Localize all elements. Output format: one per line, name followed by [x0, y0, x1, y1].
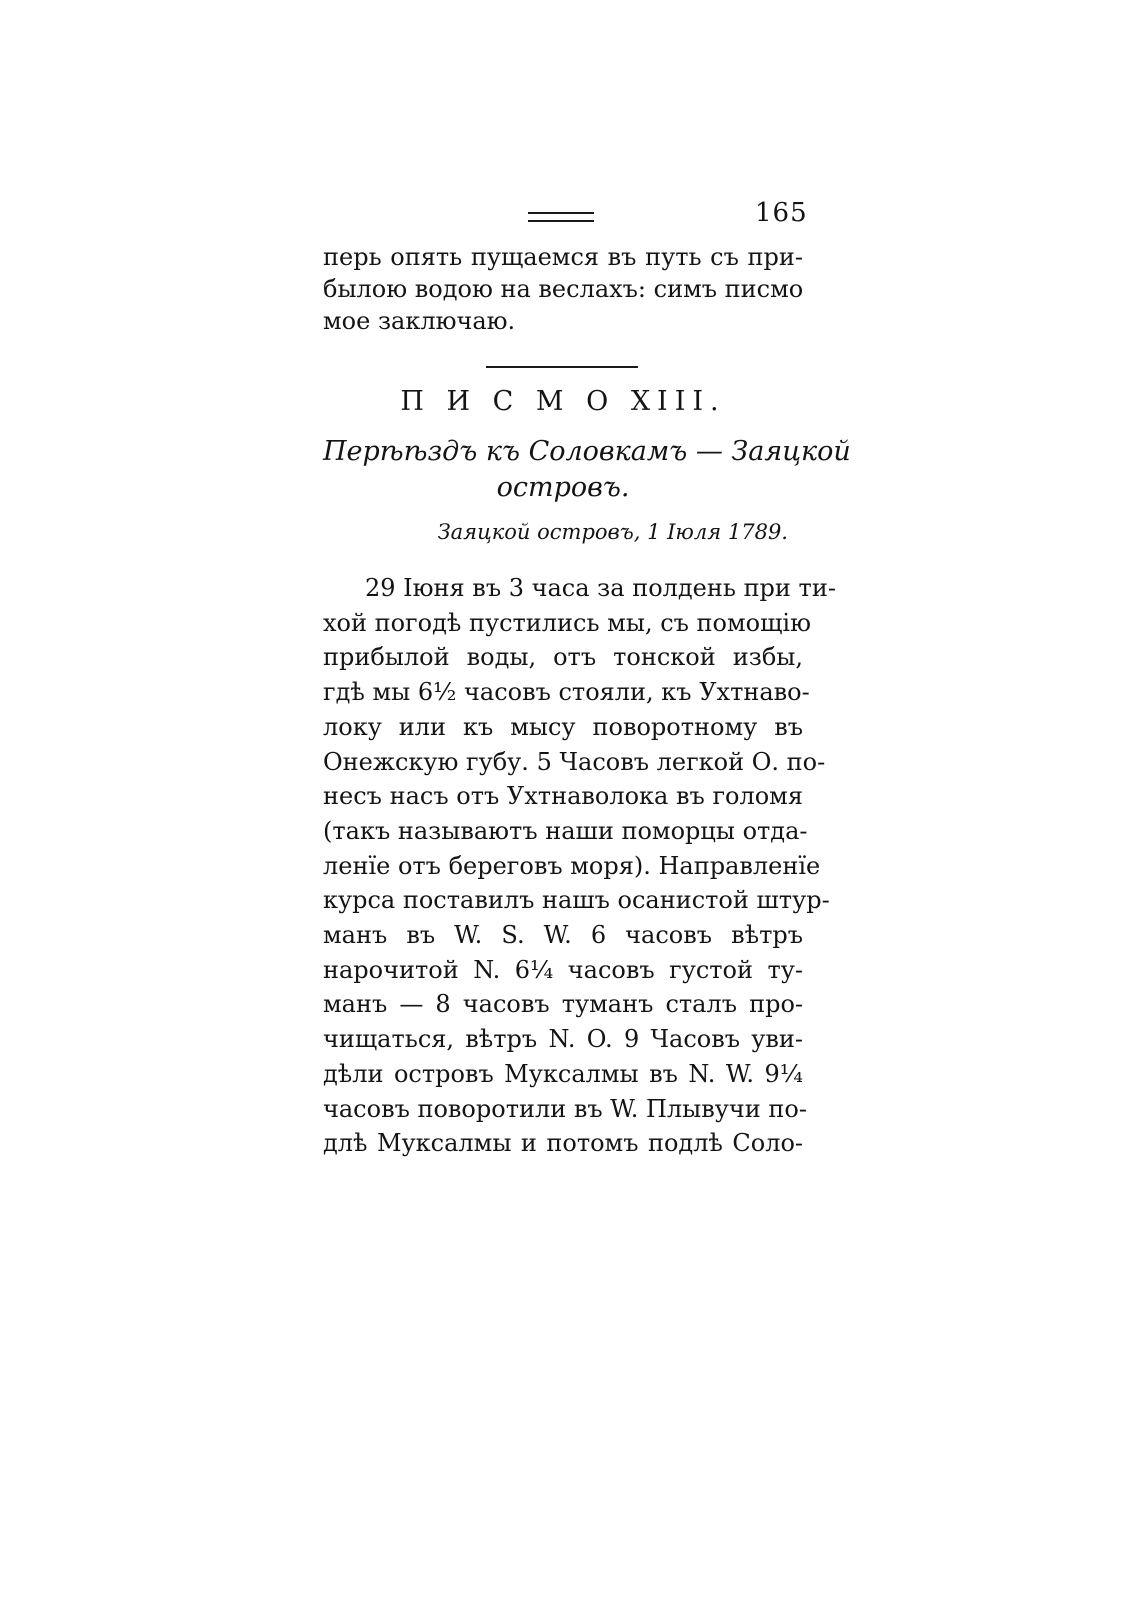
body-line: несъ насъ отъ Ухтнаволока въ голомя [323, 782, 803, 811]
body-line: прибылой воды, отъ тонской избы, [323, 643, 803, 672]
body-line: хой погодѣ пустились мы, съ помощію [323, 608, 811, 637]
body-line: чищаться, вѣтръ N. O. 9 Часовъ уви- [323, 1025, 803, 1054]
letter-body [323, 571, 836, 1161]
section-divider [486, 366, 638, 368]
body-line: дѣли островъ Муксалмы въ N. W. 9¼ [323, 1059, 803, 1088]
body-line: локу или къ мысу поворотному въ [323, 712, 803, 741]
body-line: 29 Іюня въ 3 часа за полдень при ти- [365, 574, 836, 602]
body-line: нарочитой N. 6¼ часовъ густой ту- [323, 955, 803, 984]
carryover-line-2: былою водою на веслахъ: симъ писмо [323, 275, 804, 303]
body-line: манъ въ W. S. W. 6 часовъ вѣтръ [323, 921, 803, 950]
body-line: ленїе отъ береговъ моря). Направленїе [323, 851, 821, 880]
body-line: манъ — 8 часовъ туманъ сталъ про- [323, 990, 803, 1019]
letter-title: П И С М О XIII. [400, 386, 726, 417]
letter-dateline: Заяцкой островъ, 1 Іюля 1789. [437, 520, 788, 544]
carryover-line-3: мое заключаю. [323, 307, 516, 335]
body-line: гдѣ мы 6½ часовъ стояли, къ Ухтнаво- [323, 678, 810, 707]
letter-subtitle-line-1: Перѣѣздъ къ Соловкамъ — Заяцкой [323, 436, 851, 467]
body-line: длѣ Муксалмы и потомъ подлѣ Соло- [323, 1129, 803, 1158]
body-line: (такъ называютъ наши поморцы отда- [323, 816, 808, 845]
body-line: курса поставилъ нашъ осанистой штур- [323, 886, 830, 915]
letter-subtitle-line-2: островъ. [496, 472, 630, 503]
body-line: часовъ поворотили въ W. Плывучи по- [323, 1094, 807, 1123]
body-line: Онежскую губу. 5 Часовъ легкой О. по- [323, 747, 826, 776]
carryover-line-1: перь опять пущаемся въ путь съ при- [323, 243, 803, 271]
header-double-rule [528, 212, 594, 222]
page-number: 165 [755, 198, 808, 228]
